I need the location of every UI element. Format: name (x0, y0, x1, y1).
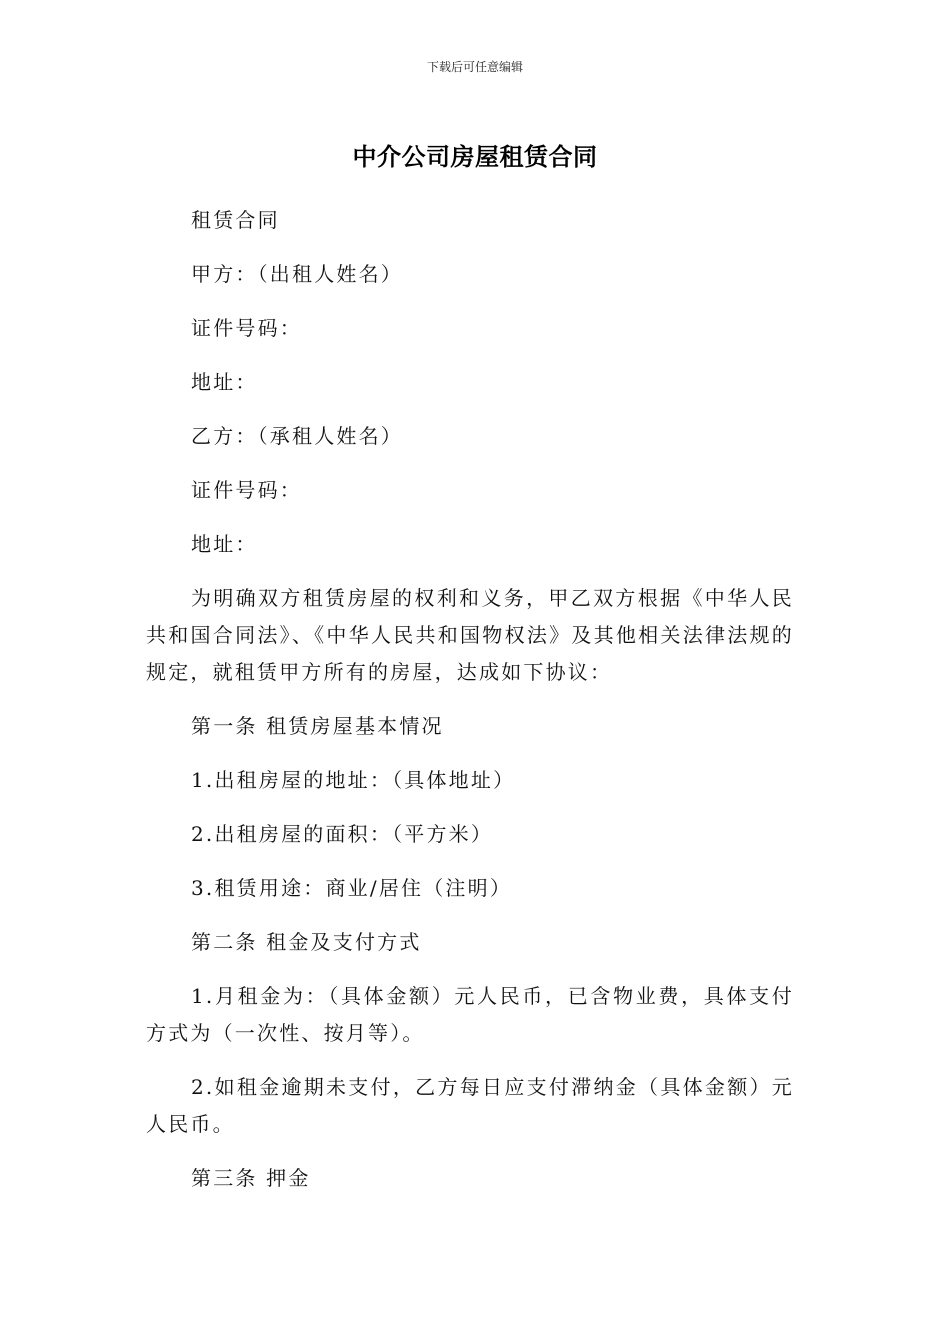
article-1-heading: 第一条 租赁房屋基本情况 (191, 714, 444, 738)
article-3-heading: 第三条 押金 (191, 1166, 311, 1190)
paragraph-party-a-id: 证件号码： (191, 316, 302, 340)
article-1-item-1: 1.出租房屋的地址：（具体地址） (191, 768, 516, 792)
article-2-item-1: 1.月租金为：（具体金额）元人民币，已含物业费，具体支付方式为（一次性、按月等）。 (146, 984, 794, 1045)
paragraph-contract-heading: 租赁合同 (191, 208, 280, 232)
paragraph-party-a: 甲方：（出租人姓名） (191, 262, 403, 286)
header-note: 下载后可任意编辑 (426, 60, 523, 74)
document-body (146, 202, 794, 1214)
paragraph-party-b: 乙方：（承租人姓名） (191, 424, 403, 448)
article-2-heading: 第二条 租金及支付方式 (191, 930, 422, 954)
article-2-item-2: 2.如租金逾期未支付，乙方每日应支付滞纳金（具体金额）元人民币。 (146, 1075, 794, 1136)
paragraph-party-b-id: 证件号码： (191, 478, 302, 502)
paragraph-party-a-address: 地址： (191, 370, 258, 394)
document-title: 中介公司房屋租赁合同 (352, 143, 598, 171)
paragraph-preamble: 为明确双方租赁房屋的权利和义务，甲乙双方根据《中华人民共和国合同法》、《中华人民共和国物权法》及其他相关法律法规的规定，就租赁甲方所有的房屋，达成如下协议： (146, 586, 794, 684)
article-1-item-2: 2.出租房屋的面积：（平方米） (191, 822, 494, 846)
article-1-item-3: 3.租赁用途：商业/居住（注明） (191, 876, 513, 900)
paragraph-party-b-address: 地址： (191, 532, 258, 556)
